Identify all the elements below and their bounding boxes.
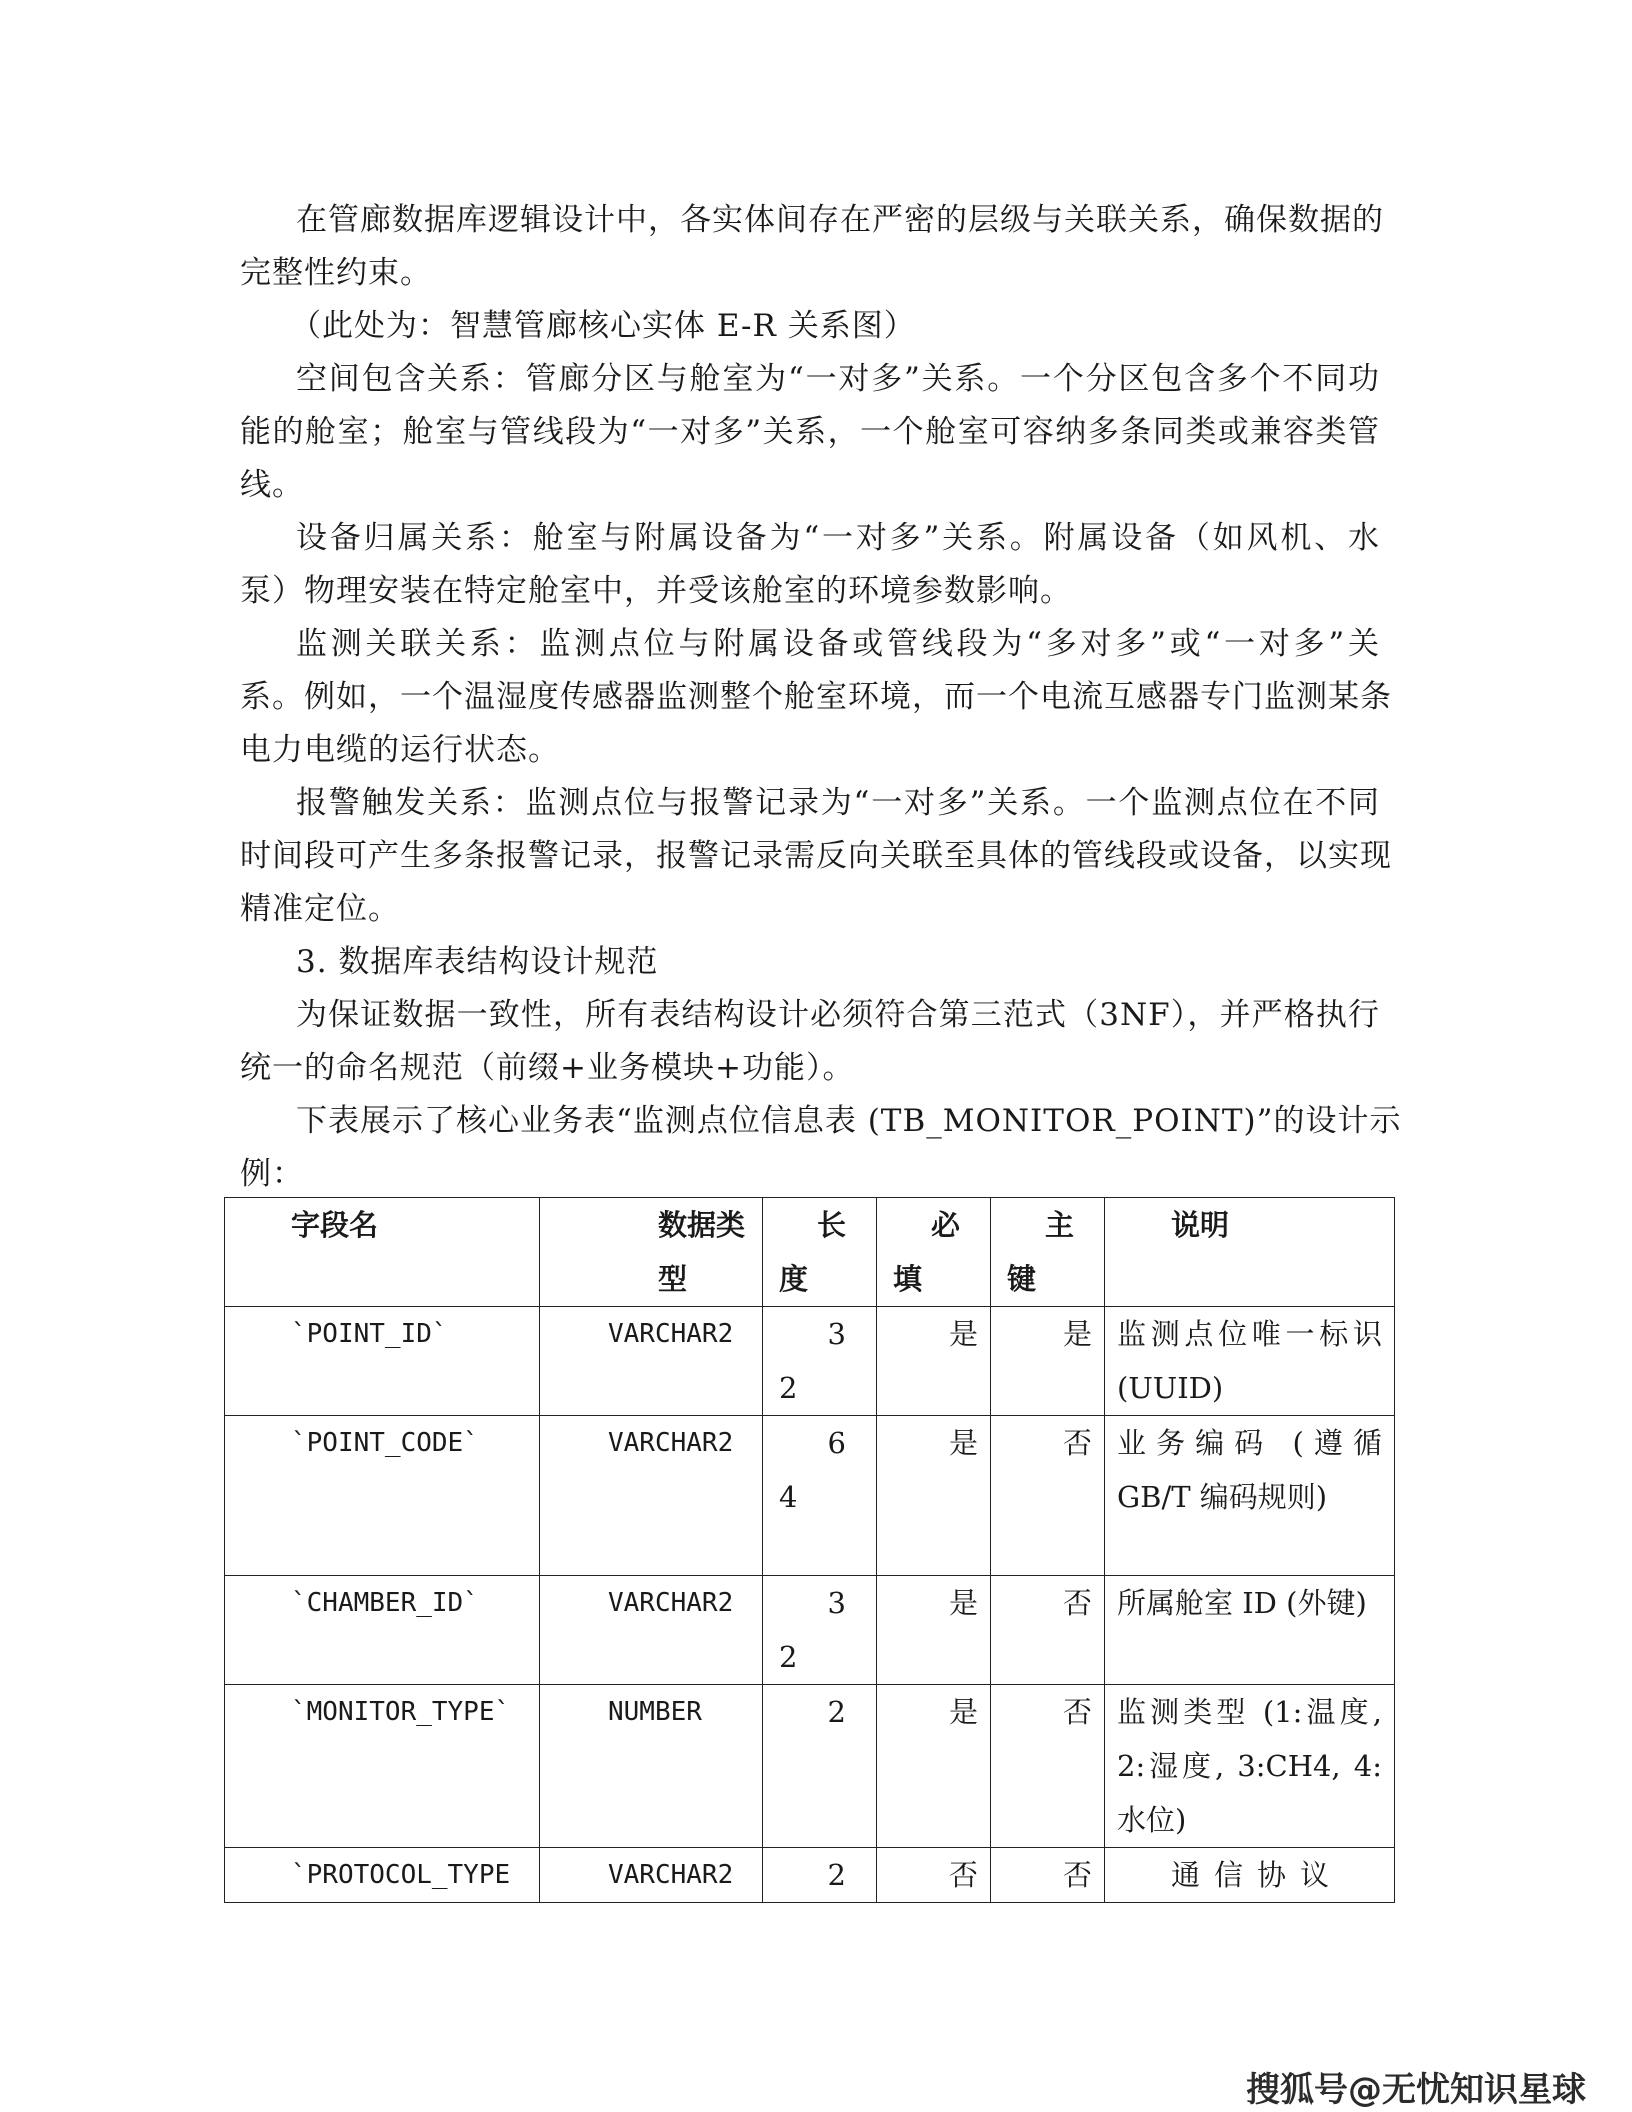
cell-required: 否 [877,1848,991,1903]
header-data-type: 数据类型 [540,1198,763,1307]
cell-data-type: VARCHAR2 [540,1416,763,1576]
cell-length [763,1307,877,1416]
cell-length-b: 2 [779,1371,798,1405]
paragraph-line: 在管廊数据库逻辑设计中，各实体间存在严密的层级与关联关系，确保数据的 [296,202,1384,238]
cell-field-name: `POINT_CODE` [225,1416,540,1576]
header-field-name: 字段名 [225,1198,540,1307]
cell-length [763,1576,877,1685]
header-required-a: 必 [930,1208,960,1242]
cell-description: 监测类型 (1:温度, 2:湿度, 3:CH4, 4:水位) [1105,1685,1395,1848]
paragraph-line: 泵）物理安装在特定舱室中，并受该舱室的环境参数影响。 [240,573,1072,609]
paragraph-line: 统一的命名规范（前缀+业务模块+功能）。 [240,1050,855,1086]
cell-length: 2 [763,1685,877,1848]
table-row [225,1848,1395,1903]
paragraph-line: 下表展示了核心业务表“监测点位信息表 (TB_MONITOR_POINT)”的设计示 [296,1103,1402,1139]
cell-required: 是 [877,1576,991,1685]
cell-data-type: VARCHAR2 [540,1848,763,1903]
table-row [225,1416,1395,1576]
cell-length-a: 6 [827,1426,846,1460]
cell-length-b: 2 [779,1640,798,1674]
table-header-row [225,1198,1395,1307]
paragraph-line: 完整性约束。 [240,255,432,291]
cell-required: 是 [877,1685,991,1848]
paragraph-line: 时间段可产生多条报警记录，报警记录需反向关联至具体的管线段或设备，以实现 [240,838,1392,874]
cell-description: 所属舱室 ID (外键) [1105,1576,1395,1685]
header-primary-key [991,1198,1105,1307]
paragraph-line: 电力电缆的运行状态。 [240,732,560,768]
paragraph-line: 监测关联关系：监测点位与附属设备或管线段为“多对多”或“一对多”关 [296,626,1380,662]
paragraph-line: 系。例如，一个温湿度传感器监测整个舱室环境，而一个电流互感器专门监测某条 [240,679,1392,715]
table-row [225,1307,1395,1416]
cell-description: 通信协议 [1105,1848,1395,1903]
header-required-b: 填 [893,1262,923,1296]
header-length [763,1198,877,1307]
cell-required: 是 [877,1307,991,1416]
header-pk-b: 键 [1007,1262,1037,1296]
cell-description: 业务编码 (遵循 GB/T 编码规则) [1105,1416,1395,1576]
cell-length-a: 3 [827,1586,846,1620]
header-pk-a: 主 [1044,1208,1074,1242]
header-required [877,1198,991,1307]
paragraph-line: 为保证数据一致性，所有表结构设计必须符合第三范式（3NF），并严格执行 [296,997,1380,1033]
cell-field-name: `PROTOCOL_TYPE [225,1848,540,1903]
paragraph-line: 精准定位。 [240,891,400,927]
paragraph-line: 空间包含关系：管廊分区与舱室为“一对多”关系。一个分区包含多个不同功 [296,361,1380,397]
field-spec-table [224,1197,1395,1903]
table-row [225,1576,1395,1685]
header-length-b: 度 [779,1262,809,1296]
cell-primary-key: 否 [991,1416,1105,1576]
cell-field-name: `MONITOR_TYPE` [225,1685,540,1848]
cell-length: 2 [763,1848,877,1903]
cell-data-type: NUMBER [540,1685,763,1848]
header-length-a: 长 [816,1208,846,1242]
cell-primary-key: 否 [991,1576,1105,1685]
cell-length [763,1416,877,1576]
cell-data-type: VARCHAR2 [540,1576,763,1685]
paragraph-line: 能的舱室；舱室与管线段为“一对多”关系，一个舱室可容纳多条同类或兼容类管 [240,414,1380,450]
cell-primary-key: 否 [991,1685,1105,1848]
cell-length-b: 4 [779,1480,798,1514]
paragraph-line: 报警触发关系：监测点位与报警记录为“一对多”关系。一个监测点位在不同 [296,785,1380,821]
section-heading: 3. 数据库表结构设计规范 [296,944,659,980]
cell-field-name: `CHAMBER_ID` [225,1576,540,1685]
cell-primary-key: 否 [991,1848,1105,1903]
cell-field-name: `POINT_ID` [225,1307,540,1416]
cell-description: 监测点位唯一标识 (UUID) [1105,1307,1395,1416]
cell-required: 是 [877,1416,991,1576]
cell-length-a: 3 [827,1317,846,1351]
paragraph-line: 例： [240,1156,304,1192]
table-row [225,1685,1395,1848]
figure-placeholder: （此处为：智慧管廊核心实体 E-R 关系图） [290,308,916,344]
paragraph-line: 线。 [240,467,304,503]
cell-primary-key: 是 [991,1307,1105,1416]
cell-data-type: VARCHAR2 [540,1307,763,1416]
source-watermark: 搜狐号@无忧知识星球 [1246,2070,1586,2110]
paragraph-line: 设备归属关系：舱室与附属设备为“一对多”关系。附属设备（如风机、水 [296,520,1380,556]
header-description: 说明 [1105,1198,1395,1307]
